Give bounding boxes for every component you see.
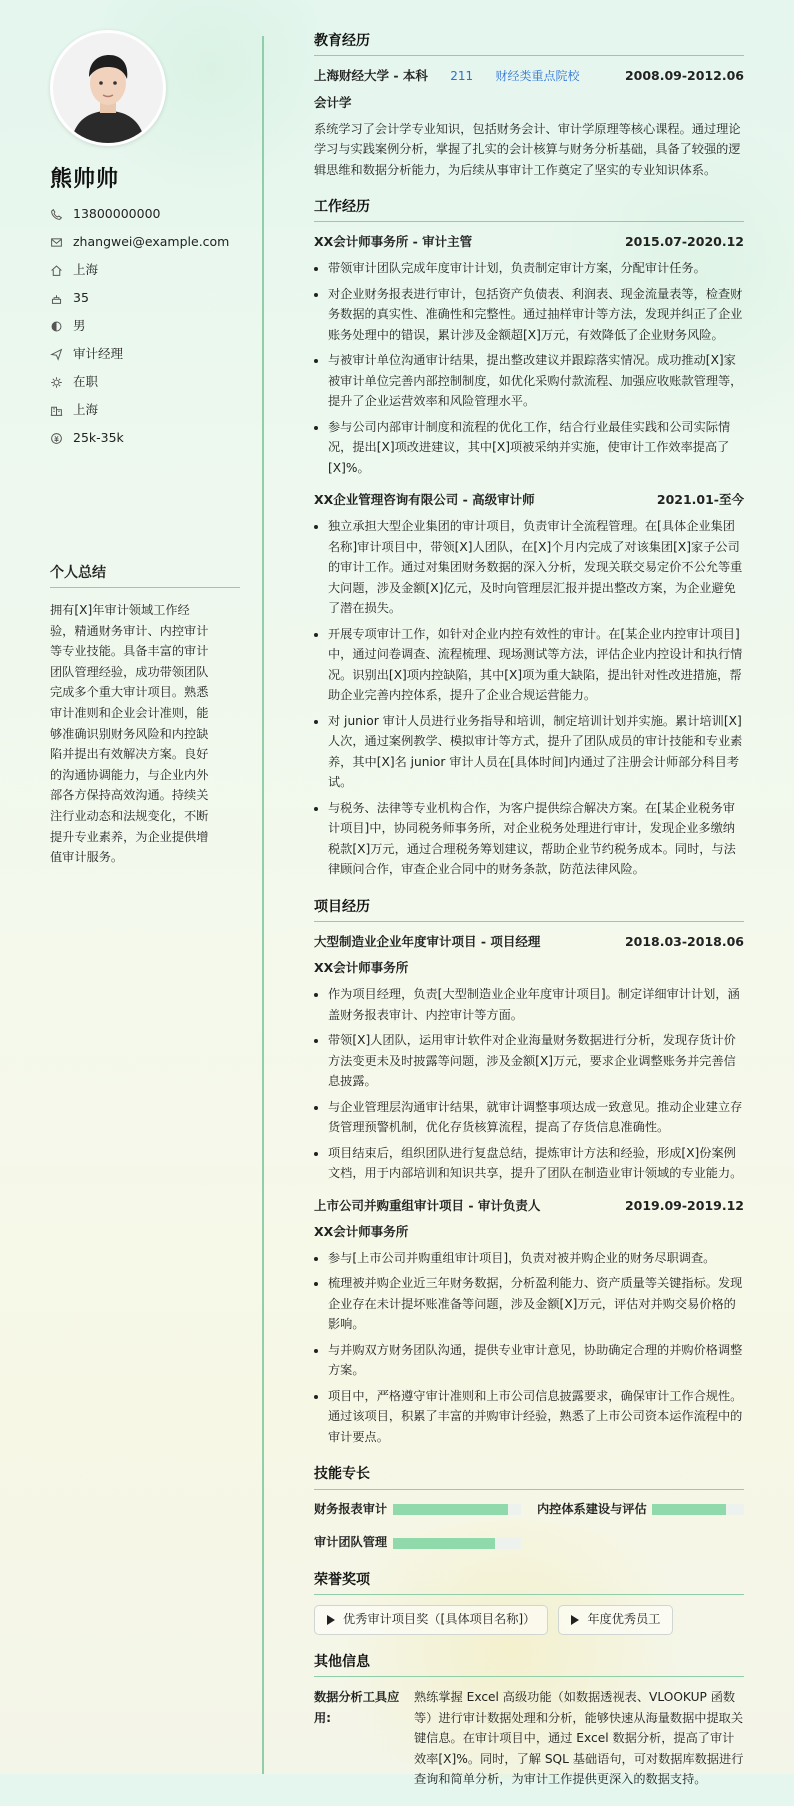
avatar-portrait <box>53 33 163 143</box>
education-description: 系统学习了会计学专业知识，包括财务会计、审计学原理等核心课程。通过理论学习与实践案例分析，掌握了扎实的会计核算与财务分析基础，具备了较强的逻辑思维和数据分析能力，为后续从事审计工作奠定了坚实的专业知识体系。 <box>314 121 741 177</box>
age-text: 35 <box>73 290 89 305</box>
project-item: • 参与[上市公司并购重组审计项目]，负责对被并购企业的财务尽职调查。 <box>328 1248 744 1269</box>
info-city <box>50 396 260 424</box>
job-date: 2021.01-至今 <box>656 492 744 508</box>
position-text: 审计经理 <box>73 346 124 361</box>
status-text: 在职 <box>73 374 99 389</box>
position-icon <box>50 348 63 361</box>
job-duty: • 与被审计单位沟通审计结果，提出整改建议并跟踪落实情况。成功推动[X]家被审计单位完善内部控制制度，如优化采购付款流程、加强应收账款管理等，提升了企业运营效率和风险管理水平。 <box>328 350 744 412</box>
job-duty: • 带领审计团队完成年度审计计划，负责制定审计方案，分配审计任务。 <box>328 258 744 279</box>
job-title: XX会计师事务所 - 审计主管 <box>314 234 473 250</box>
project-items <box>314 984 744 1184</box>
job-duty: • 参与公司内部审计制度和流程的优化工作，结合行业最佳实践和公司实际情况，提出[X]项改进建议，其中[X]项被采纳并实施，使审计工作效率提高了[X]%。 <box>328 417 744 479</box>
skills-grid <box>314 1500 744 1553</box>
job-duties <box>314 516 744 880</box>
phone-text: 13800000000 <box>73 206 161 221</box>
other-section <box>314 1651 744 1790</box>
education-header <box>314 66 744 86</box>
info-age <box>50 284 260 312</box>
skill-item <box>537 1500 744 1520</box>
project-item: • 梳理被并购企业近三年财务数据，分析盈利能力、资产质量等关键指标。发现企业存在未计提坏账准备等问题，涉及金额[X]万元，评估对并购交易价格的影响。 <box>328 1273 744 1335</box>
info-phone <box>50 200 260 228</box>
education-section <box>314 30 744 180</box>
projects-title: 项目经历 <box>314 896 744 922</box>
project-title: 上市公司并购重组审计项目 - 审计负责人 <box>314 1197 541 1213</box>
skill-bar <box>393 1504 521 1515</box>
job-duty: • 对 junior 审计人员进行业务指导和培训，制定培训计划并实施。累计培训[X]人次，通过案例教学、模拟审计等方式，提升了团队成员的审计技能和专业素养，其中[X]名 junior 审计人员在[具体时间]内通过了注册会计师部分科目考试。 <box>328 711 744 793</box>
project-title: 大型制造业企业年度审计项目 - 项目经理 <box>314 934 541 950</box>
job-duty: • 与税务、法律等专业机构合作，为客户提供综合解决方案。在[某企业税务审计项目]中，协同税务师事务所，对企业税务处理进行审计，发现企业多缴纳税款[X]万元，通过合理税务筹划建议，帮助企业节约税务成本。同时，与法律顾问合作，审查企业合同中的财务条款，防范法律风险。 <box>328 798 744 880</box>
email-text: zhangwei@example.com <box>73 234 230 249</box>
skill-name: 内控体系建设与评估 <box>537 1501 647 1516</box>
sidebar <box>0 0 262 1774</box>
project-date: 2019.09-2019.12 <box>624 1197 744 1213</box>
triangle-icon <box>327 1615 335 1625</box>
other-text: 熟练掌握 Excel 高级功能（如数据透视表、VLOOKUP 函数等）进行审计数据处理和分析，能够快速从海量数据中提取关键信息。在审计项目中，通过 Excel 数据分析，提高了审计效率[X]%。同时，了解 SQL 基础语句，可对数据库数据进行查询和简单分析，为审计工作提供更深入的数据支持。 <box>414 1690 744 1787</box>
projects-section <box>314 896 744 1447</box>
job-duty: • 独立承担大型企业集团的审计项目，负责审计全流程管理。在[具体企业集团名称]审计项目中，带领[X]人团队，在[X]个月内完成了对该集团[X]家子公司的审计工作。通过对集团财务数据的深入分析，发现关联交易定价不公允等重大问题，涉及金额[X]亿元，及时向管理层汇报并提出整改方案，为企业避免了潜在损失。 <box>328 516 744 619</box>
project-header <box>314 932 744 952</box>
education-tags <box>432 68 579 83</box>
award-text: 年度优秀员工 <box>587 1612 661 1627</box>
info-email <box>50 228 260 256</box>
education-major: 会计学 <box>314 94 352 110</box>
info-gender <box>50 312 260 340</box>
work-title: 工作经历 <box>314 196 744 222</box>
job-duties <box>314 258 744 478</box>
candidate-name: 熊帅帅 <box>50 167 120 192</box>
education-tag: 211 <box>450 69 474 84</box>
skill-name: 审计团队管理 <box>314 1535 388 1550</box>
info-salary <box>50 424 260 452</box>
education-title: 教育经历 <box>314 30 744 56</box>
education-school: 上海财经大学 - 本科 <box>314 68 428 84</box>
job-duty: • 开展专项审计工作，如针对企业内控有效性的审计。在[某企业内控审计项目]中，通过问卷调查、流程梳理、现场测试等方法，评估企业内控设计和执行情况。识别出[X]项内控缺陷，其中[X]项为重大缺陷，提出针对性改进措施，帮助企业完善内控体系，提升了企业合规运营能力。 <box>328 624 744 706</box>
salary-text: 25k-35k <box>73 430 124 445</box>
project-item: • 项目中，严格遵守审计准则和上市公司信息披露要求，确保审计工作合规性。通过该项目，积累了丰富的并购审计经验，熟悉了上市公司资本运作流程中的审计要点。 <box>328 1386 744 1448</box>
job-date: 2015.07-2020.12 <box>624 234 744 250</box>
work-section <box>314 196 744 880</box>
education-tag: 财经类重点院校 <box>495 69 580 84</box>
avatar <box>50 30 166 146</box>
job-header <box>314 232 744 252</box>
other-info <box>314 1687 744 1790</box>
awards-title: 荣誉奖项 <box>314 1569 744 1595</box>
awards-section <box>314 1569 744 1635</box>
project-item: • 作为项目经理，负责[大型制造业企业年度审计项目]。制定详细审计计划，涵盖财务报表审计、内控审计等方面。 <box>328 984 744 1025</box>
status-icon <box>50 376 63 389</box>
education-school-line <box>314 66 580 86</box>
project-item: • 与企业管理层沟通审计结果，就审计调整事项达成一致意见。推动企业建立存货管理预警机制，优化存货核算流程，提高了存货信息准确性。 <box>328 1097 744 1138</box>
project-item: • 项目结束后，组织团队进行复盘总结，提炼审计方法和经验，形成[X]份案例文档，用于内部培训和知识共享，提升了团队在制造业审计领域的专业能力。 <box>328 1143 744 1184</box>
salary-icon <box>50 432 63 445</box>
project-item: • 与并购双方财务团队沟通，提供专业审计意见，协助确定合理的并购价格调整方案。 <box>328 1340 744 1381</box>
summary-title: 个人总结 <box>50 562 240 588</box>
project-items <box>314 1248 744 1448</box>
award-text: 优秀审计项目奖（[具体项目名称]） <box>343 1612 536 1627</box>
awards-list <box>314 1605 744 1635</box>
other-label: 数据分析工具应用: <box>314 1690 400 1725</box>
skill-bar <box>393 1538 521 1549</box>
main-content <box>314 30 744 1806</box>
skills-section <box>314 1463 744 1552</box>
email-icon <box>50 236 63 249</box>
skill-bar-fill <box>652 1504 726 1515</box>
gender-icon <box>50 320 63 333</box>
phone-icon <box>50 208 63 221</box>
city-text: 上海 <box>73 402 99 417</box>
education-date: 2008.09-2012.06 <box>624 68 744 84</box>
award-item <box>558 1605 673 1635</box>
home-icon <box>50 264 63 277</box>
skill-item <box>314 1500 521 1520</box>
home-text: 上海 <box>73 262 99 277</box>
info-position <box>50 340 260 368</box>
info-home <box>50 256 260 284</box>
project-org: XX会计师事务所 <box>314 960 409 976</box>
age-icon <box>50 292 63 305</box>
project-date: 2018.03-2018.06 <box>624 934 744 950</box>
triangle-icon <box>571 1615 579 1625</box>
summary-text: 拥有[X]年审计领域工作经验，精通财务审计、内控审计等专业技能。具备丰富的审计团队管理经验，成功带领团队完成多个重大审计项目。熟悉审计准则和企业会计准则，能够准确识别财务风险和内控缺陷并提出有效解决方案。良好的沟通协调能力，与企业内外部各方保持高效沟通。持续关注行业动态和法规变化，不断提升专业素养，为企业提供增值审计服务。 <box>50 603 209 865</box>
project-org: XX会计师事务所 <box>314 1223 409 1239</box>
job-duty: • 对企业财务报表进行审计，包括资产负债表、利润表、现金流量表等，检查财务数据的真实性、准确性和完整性。通过抽样审计等方法，发现并纠正了企业账务处理中的错误，累计涉及金额超[X]万元，有效降低了企业财务风险。 <box>328 284 744 346</box>
gender-text: 男 <box>73 318 86 333</box>
skills-title: 技能专长 <box>314 1463 744 1489</box>
info-status <box>50 368 260 396</box>
job-header <box>314 490 744 510</box>
contact-info <box>50 200 260 452</box>
skill-bar-fill <box>393 1538 495 1549</box>
vertical-divider <box>262 36 264 1774</box>
skill-bar <box>652 1504 744 1515</box>
skill-item <box>314 1533 521 1553</box>
other-title: 其他信息 <box>314 1651 744 1677</box>
city-icon <box>50 404 63 417</box>
award-item <box>314 1605 548 1635</box>
skill-bar-fill <box>393 1504 508 1515</box>
project-header <box>314 1196 744 1216</box>
job-title: XX企业管理咨询有限公司 - 高级审计师 <box>314 492 535 508</box>
project-item: • 带领[X]人团队，运用审计软件对企业海量财务数据进行分析，发现存货计价方法变更未及时披露等问题，涉及金额[X]万元，要求企业调整账务并完善信息披露。 <box>328 1030 744 1092</box>
skill-name: 财务报表审计 <box>314 1501 388 1516</box>
